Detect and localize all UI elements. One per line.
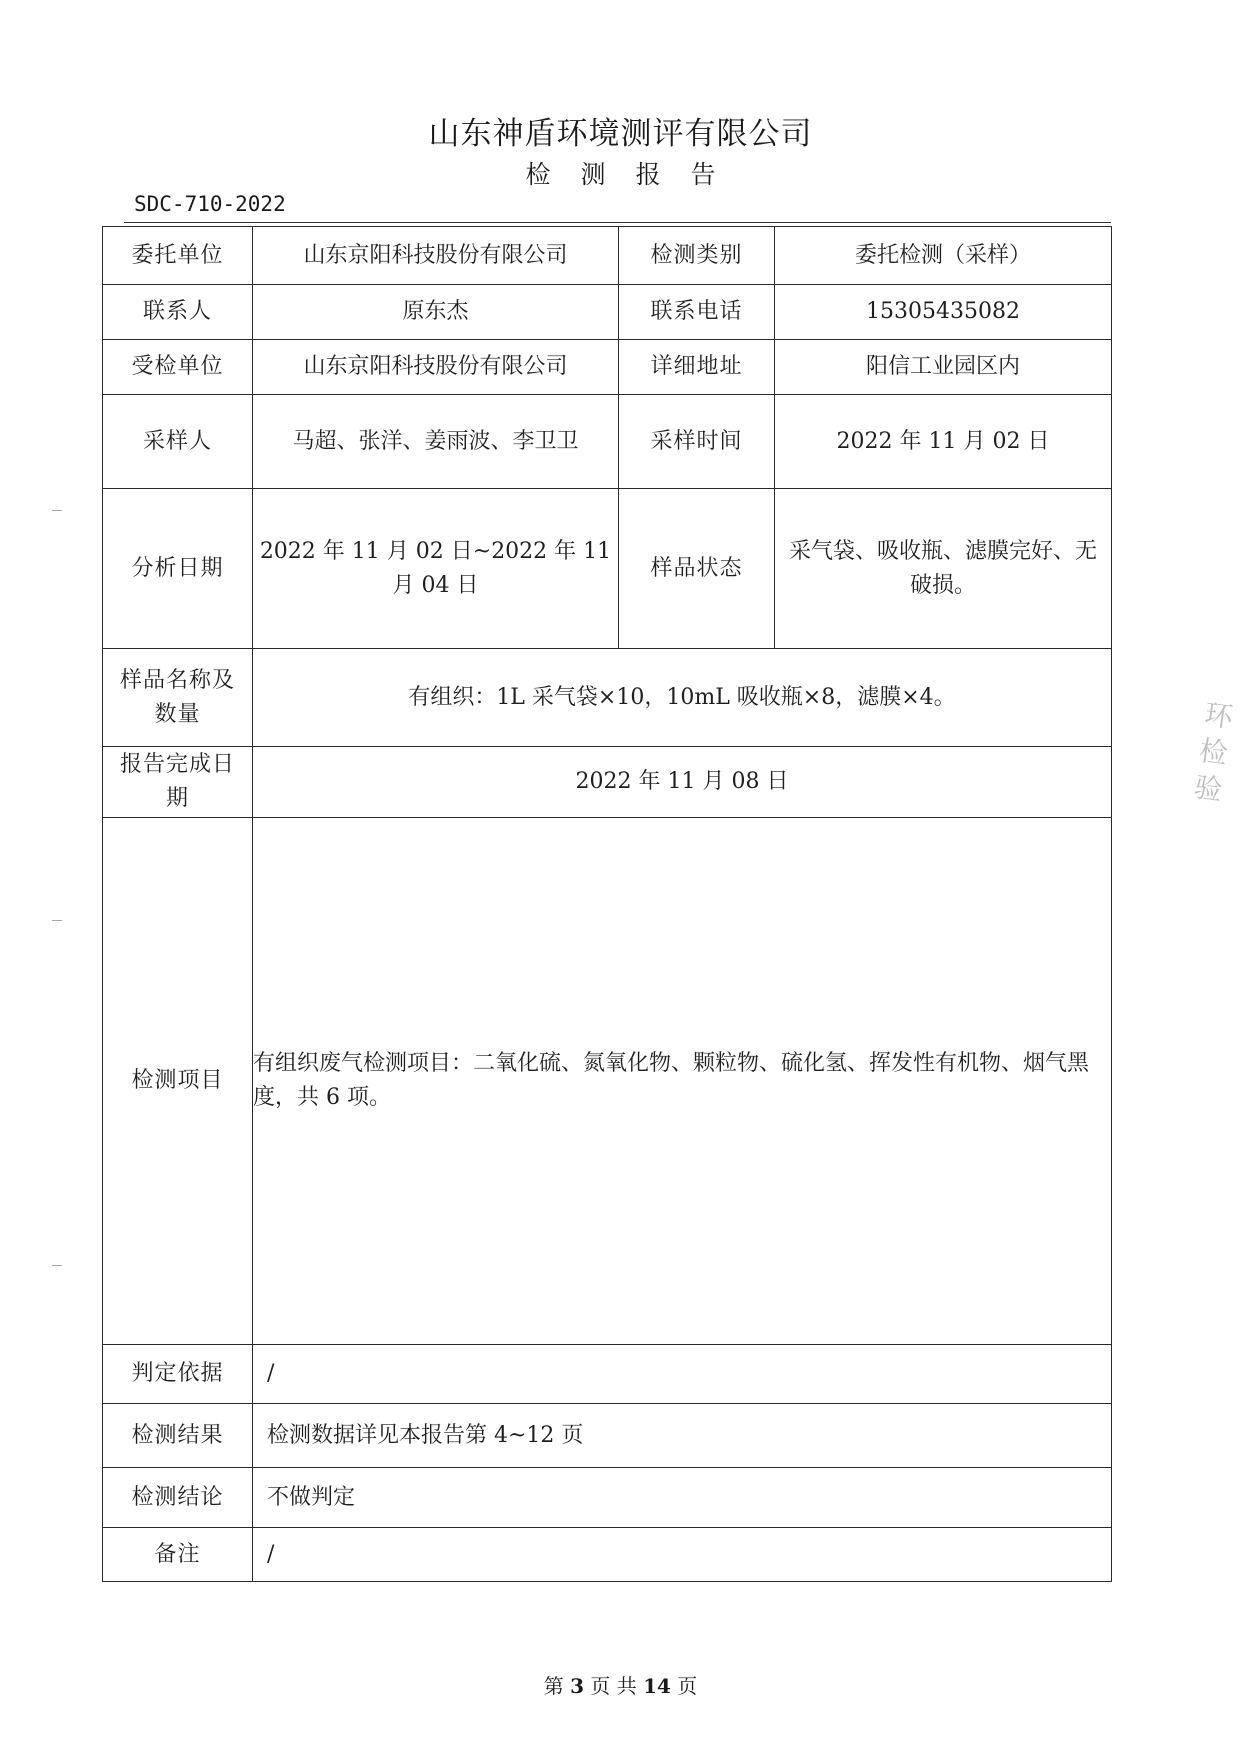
- table-row: [103, 649, 1112, 747]
- completion-date-label: 报告完成日期: [103, 747, 253, 818]
- test-items-label: 检测项目: [103, 818, 253, 1345]
- address-label: 详细地址: [619, 340, 775, 395]
- analysis-date-value: 2022 年 11 月 02 日~2022 年 11 月 04 日: [253, 489, 619, 649]
- result-value: 检测数据详见本报告第 4~12 页: [253, 1404, 1112, 1468]
- table-row: [103, 1528, 1112, 1582]
- table-row: [103, 818, 1112, 1345]
- table-row: [103, 489, 1112, 649]
- table-row: [103, 1404, 1112, 1468]
- test-type-label: 检测类别: [619, 227, 775, 285]
- page-mid: 页 共: [590, 1674, 637, 1698]
- table-row: [103, 747, 1112, 818]
- page-prefix: 第: [543, 1674, 564, 1698]
- sampler-value: 马超、张洋、姜雨波、李卫卫: [253, 395, 619, 489]
- sampler-label: 采样人: [103, 395, 253, 489]
- basis-value: /: [253, 1345, 1112, 1404]
- table-row: [103, 285, 1112, 340]
- table-row: [103, 1468, 1112, 1528]
- contact-value: 原东杰: [253, 285, 619, 340]
- phone-value: 15305435082: [775, 285, 1112, 340]
- contact-label: 联系人: [103, 285, 253, 340]
- binding-mark: [52, 920, 62, 921]
- remark-value: /: [253, 1528, 1112, 1582]
- sample-name-value: 有组织：1L 采气袋×10，10mL 吸收瓶×8，滤膜×4。: [253, 649, 1112, 747]
- sample-name-label: 样品名称及数量: [103, 649, 253, 747]
- binding-mark: [52, 1265, 62, 1266]
- report-info-table: [102, 226, 1112, 1582]
- page-total: 14: [643, 1674, 671, 1698]
- test-type-value: 委托检测（采样）: [775, 227, 1112, 285]
- remark-label: 备注: [103, 1528, 253, 1582]
- page-current: 3: [570, 1674, 584, 1698]
- completion-date-value: 2022 年 11 月 08 日: [253, 747, 1112, 818]
- result-label: 检测结果: [103, 1404, 253, 1468]
- sample-state-value: 采气袋、吸收瓶、滤膜完好、无破损。: [775, 489, 1112, 649]
- company-name: 山东神盾环境测评有限公司: [428, 116, 813, 152]
- analysis-date-label: 分析日期: [103, 489, 253, 649]
- seal-stamp-fragment: 环 检 验: [1188, 698, 1236, 804]
- table-row: [103, 340, 1112, 395]
- address-value: 阳信工业园区内: [775, 340, 1112, 395]
- client-label: 委托单位: [103, 227, 253, 285]
- inspected-unit-value: 山东京阳科技股份有限公司: [253, 340, 619, 395]
- page-number: [0, 1670, 1241, 1699]
- header-rule: [124, 222, 1111, 223]
- report-number: SDC-710-2022: [134, 192, 286, 216]
- test-items-value: 有组织废气检测项目：二氧化硫、氮氧化物、颗粒物、硫化氢、挥发性有机物、烟气黑度，共 6 项。: [253, 818, 1112, 1345]
- sampling-time-value: 2022 年 11 月 02 日: [775, 395, 1112, 489]
- conclusion-label: 检测结论: [103, 1468, 253, 1528]
- sampling-time-label: 采样时间: [619, 395, 775, 489]
- inspected-unit-label: 受检单位: [103, 340, 253, 395]
- page-suffix: 页: [677, 1674, 698, 1698]
- basis-label: 判定依据: [103, 1345, 253, 1404]
- table-row: [103, 395, 1112, 489]
- binding-mark: [52, 510, 62, 511]
- conclusion-value: 不做判定: [253, 1468, 1112, 1528]
- table-row: [103, 1345, 1112, 1404]
- report-subtitle: 检测报告: [525, 160, 746, 189]
- sample-state-label: 样品状态: [619, 489, 775, 649]
- table-row: [103, 227, 1112, 285]
- phone-label: 联系电话: [619, 285, 775, 340]
- client-value: 山东京阳科技股份有限公司: [253, 227, 619, 285]
